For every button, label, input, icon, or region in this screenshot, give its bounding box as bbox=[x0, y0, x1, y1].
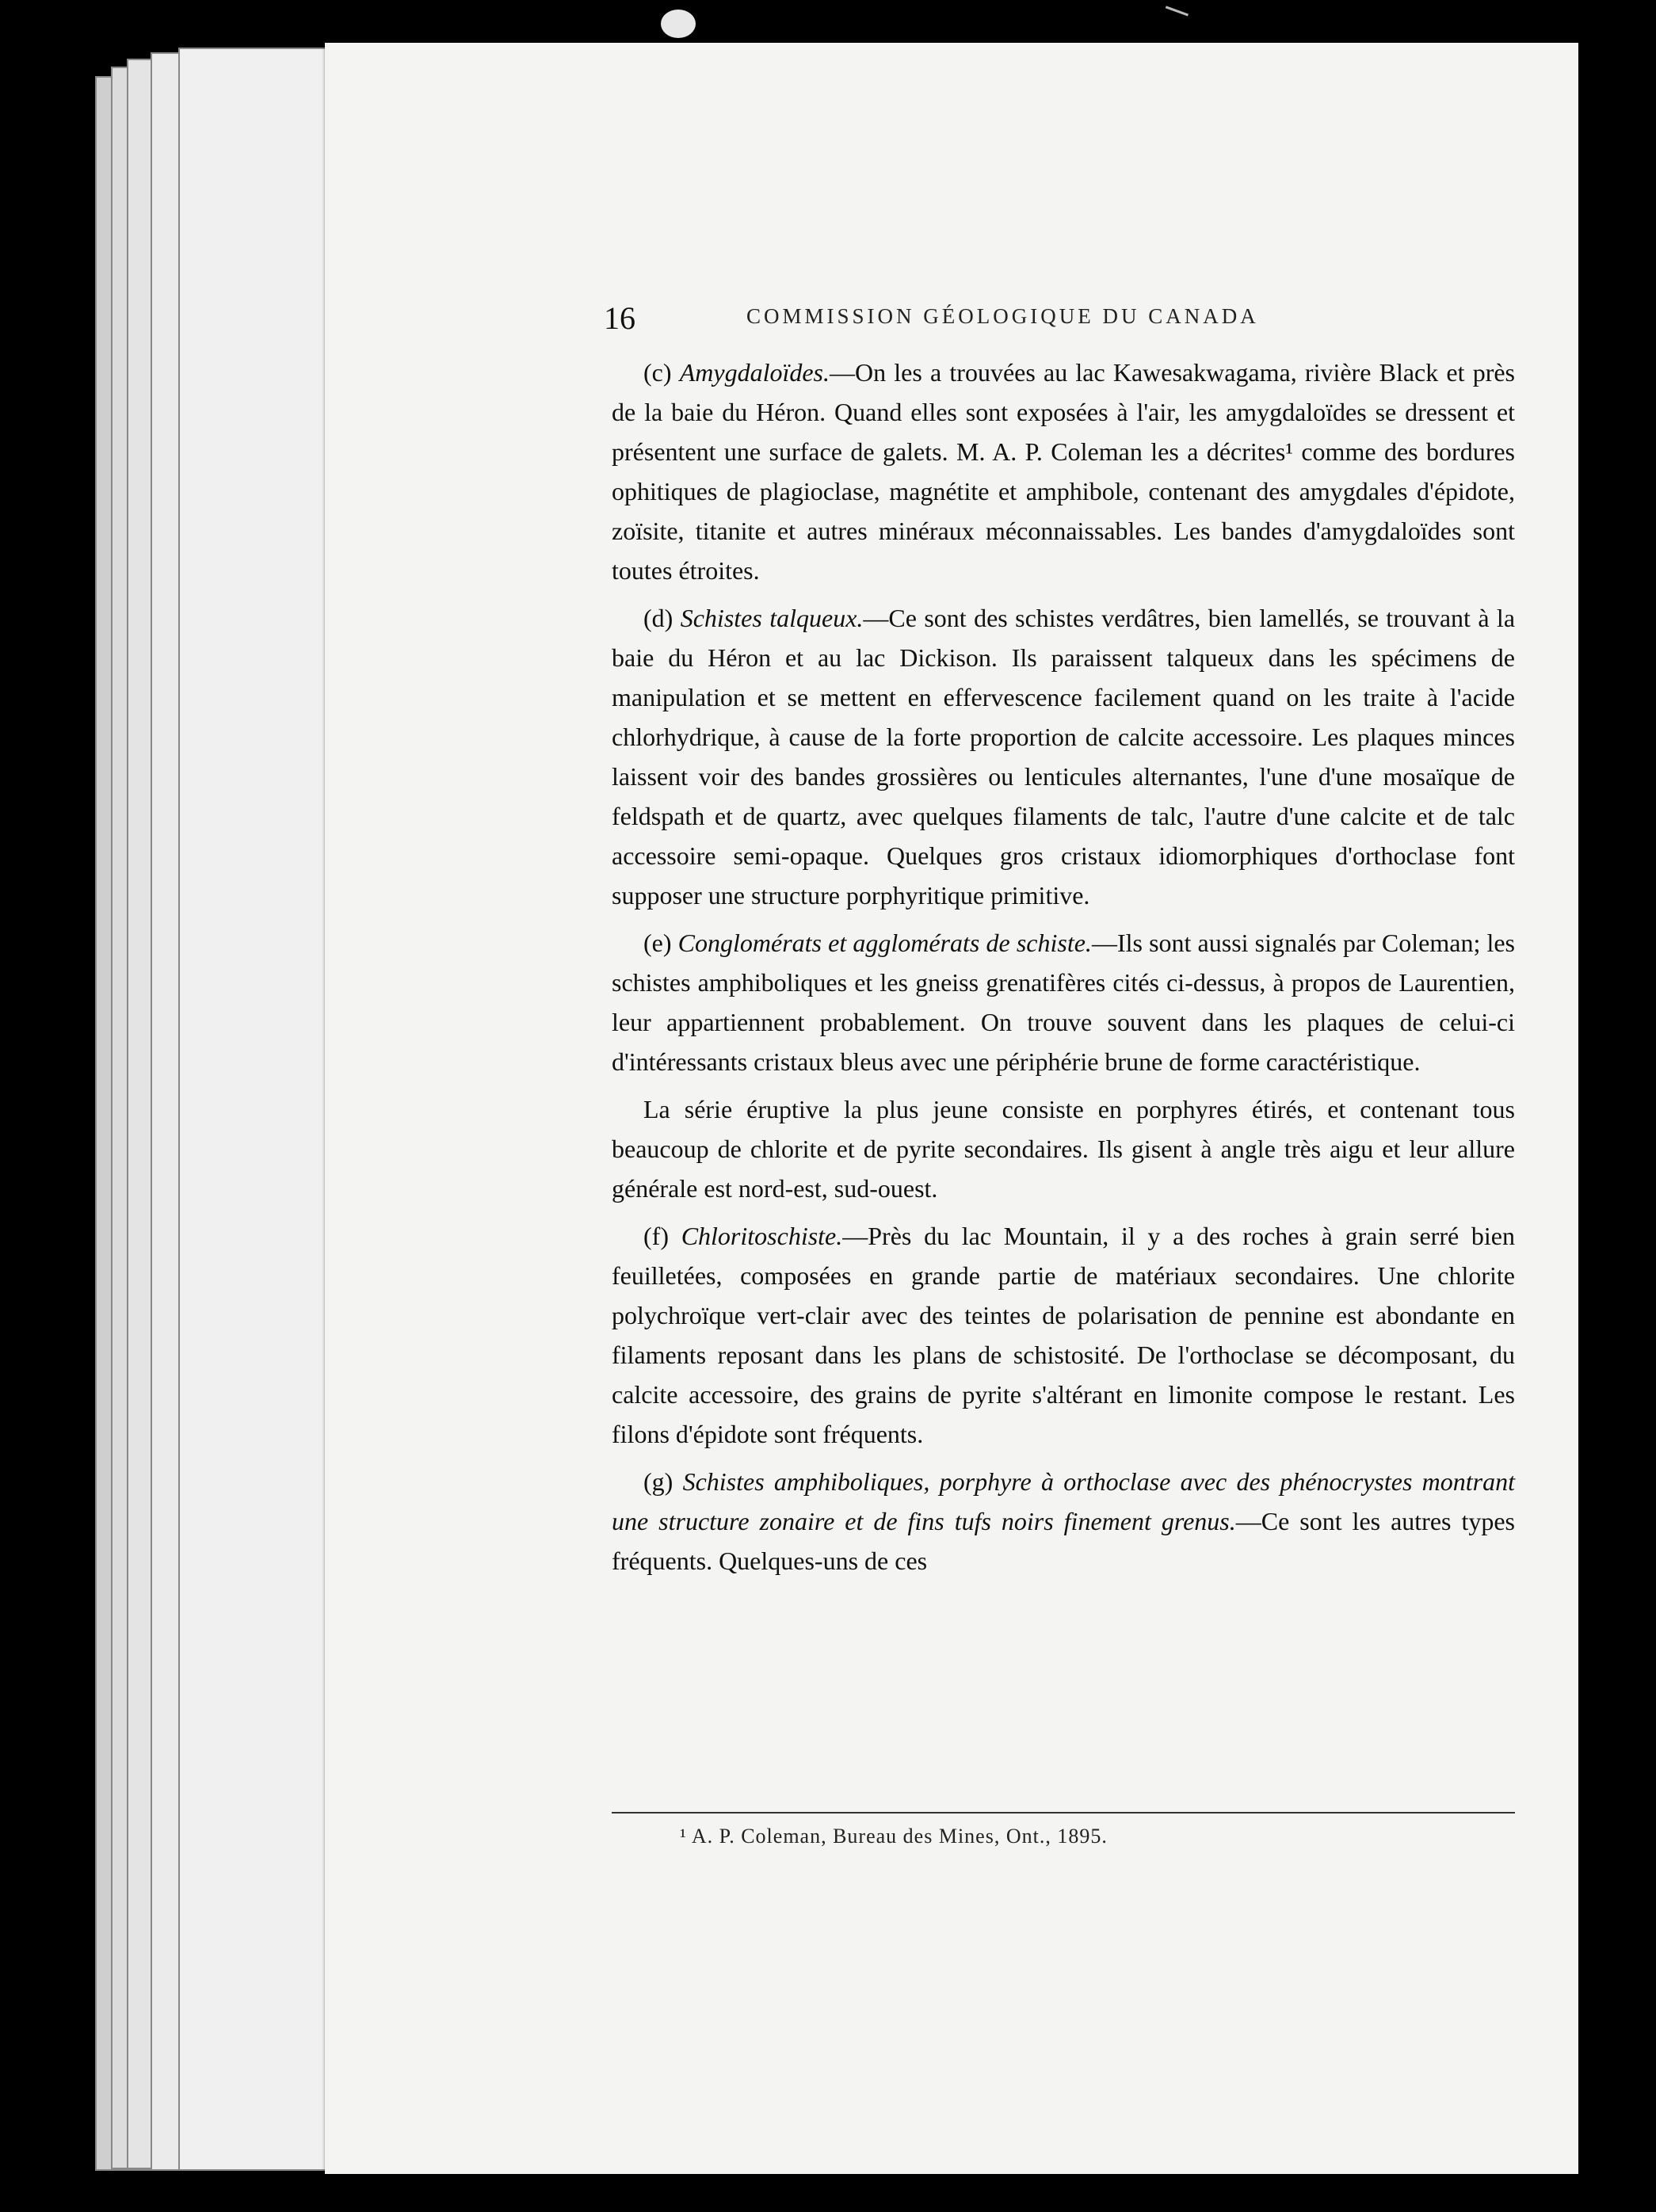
paragraph-d bbox=[612, 598, 1515, 915]
paragraph-heading: Amygdaloïdes. bbox=[679, 358, 830, 387]
paragraph-text: —On les a trouvées au lac Kawesakwagama, rivière Black et près de la baie du Héron. Quand elles sont exposées à l'air, les amygdaloïdes se dressent et présentent une surface de galets. M. A. P. Coleman les a décrites¹ comme des bordures ophitiques de plagioclase, magnétite et amphibole, contenant des amygdales d'épidote, zoïsite, titanite et autres minéraux méconnaissables. Les bandes d'amygdaloïdes sont toutes étroites. bbox=[612, 358, 1516, 585]
paragraph-label: (e) bbox=[643, 929, 678, 957]
paragraph-heading: Schistes talqueux. bbox=[680, 604, 864, 632]
paragraph-heading: Schistes amphiboliques, porphyre à orthoclase avec des phénocrystes montrant une structure zonaire et de fins tufs noirs finement grenus. bbox=[612, 1467, 1516, 1535]
paragraph-text: —Ils sont aussi signalés par Coleman; les schistes amphiboliques et les gneiss grenatifères cités ci-dessus, à propos de Laurentien, leur appartiennent probablement. On trouve souvent dans les plaques de celui-ci d'intéressants cristaux bleus avec une périphérie brune de forme caractéristique. bbox=[612, 929, 1516, 1076]
paragraph-heading: Chloritoschiste. bbox=[681, 1222, 843, 1250]
scan-mark bbox=[1162, 6, 1189, 26]
paragraph-text: —Ce sont les autres types fréquents. Quelques-uns de ces bbox=[612, 1507, 1516, 1575]
paragraph-text: —Près du lac Mountain, il y a des roches à grain serré bien feuilletées, composées en grande partie de matériaux secondaires. Une chlorite polychroïque vert-clair avec des teintes de polarisation de pennine est abondante en filaments reposant dans les plans de schistosité. De l'orthoclase se décomposant, du calcite accessoire, des grains de pyrite s'altérant en limonite compose le restant. Les filons d'épidote sont fréquents. bbox=[612, 1222, 1516, 1448]
footnote: ¹ A. P. Coleman, Bureau des Mines, Ont., 1895. bbox=[680, 1825, 1108, 1848]
paragraph-e bbox=[612, 923, 1515, 1081]
paragraph-label: (f) bbox=[643, 1222, 681, 1250]
paragraph-f bbox=[612, 1216, 1515, 1454]
paragraph-label: (c) bbox=[643, 358, 680, 387]
footnote-rule bbox=[612, 1812, 1515, 1813]
paragraph-text: —Ce sont des schistes verdâtres, bien lamellés, se trouvant à la baie du Héron et au lac Dickison. Ils paraissent talqueux dans les spécimens de manipulation et se mettent en effervescence facilement quand on les traite à l'acide chlorhydrique, à cause de la forte proportion de calcite accessoire. Les plaques minces laissent voir des bandes grossières ou lenticules alternantes, l'une d'une mosaïque de feldspath et de quartz, avec quelques filaments de talc, l'autre d'une calcite et de talc accessoire semi-opaque. Quelques gros cristaux idiomorphiques d'orthoclase font supposer une structure porphyritique primitive. bbox=[612, 604, 1516, 910]
paragraph-g bbox=[612, 1462, 1515, 1581]
paragraph-text: La série éruptive la plus jeune consiste en porphyres étirés, et contenant tous beaucoup de chlorite et de pyrite secondaires. Ils gisent à angle très aigu et leur allure générale est nord-est, sud-ouest. bbox=[612, 1095, 1515, 1203]
page-header bbox=[604, 299, 1341, 339]
page-number: 16 bbox=[604, 300, 635, 336]
running-head: COMMISSION GÉOLOGIQUE DU CANADA bbox=[746, 304, 1259, 328]
paragraph-heading: Conglomérats et agglomérats de schiste. bbox=[677, 929, 1092, 957]
paragraph-c bbox=[612, 353, 1515, 590]
page-body bbox=[612, 353, 1515, 1588]
paragraph-label: (d) bbox=[643, 604, 681, 632]
paragraph-label: (g) bbox=[643, 1467, 683, 1496]
paragraph-eruptive bbox=[612, 1089, 1515, 1208]
punch-hole bbox=[661, 10, 696, 38]
